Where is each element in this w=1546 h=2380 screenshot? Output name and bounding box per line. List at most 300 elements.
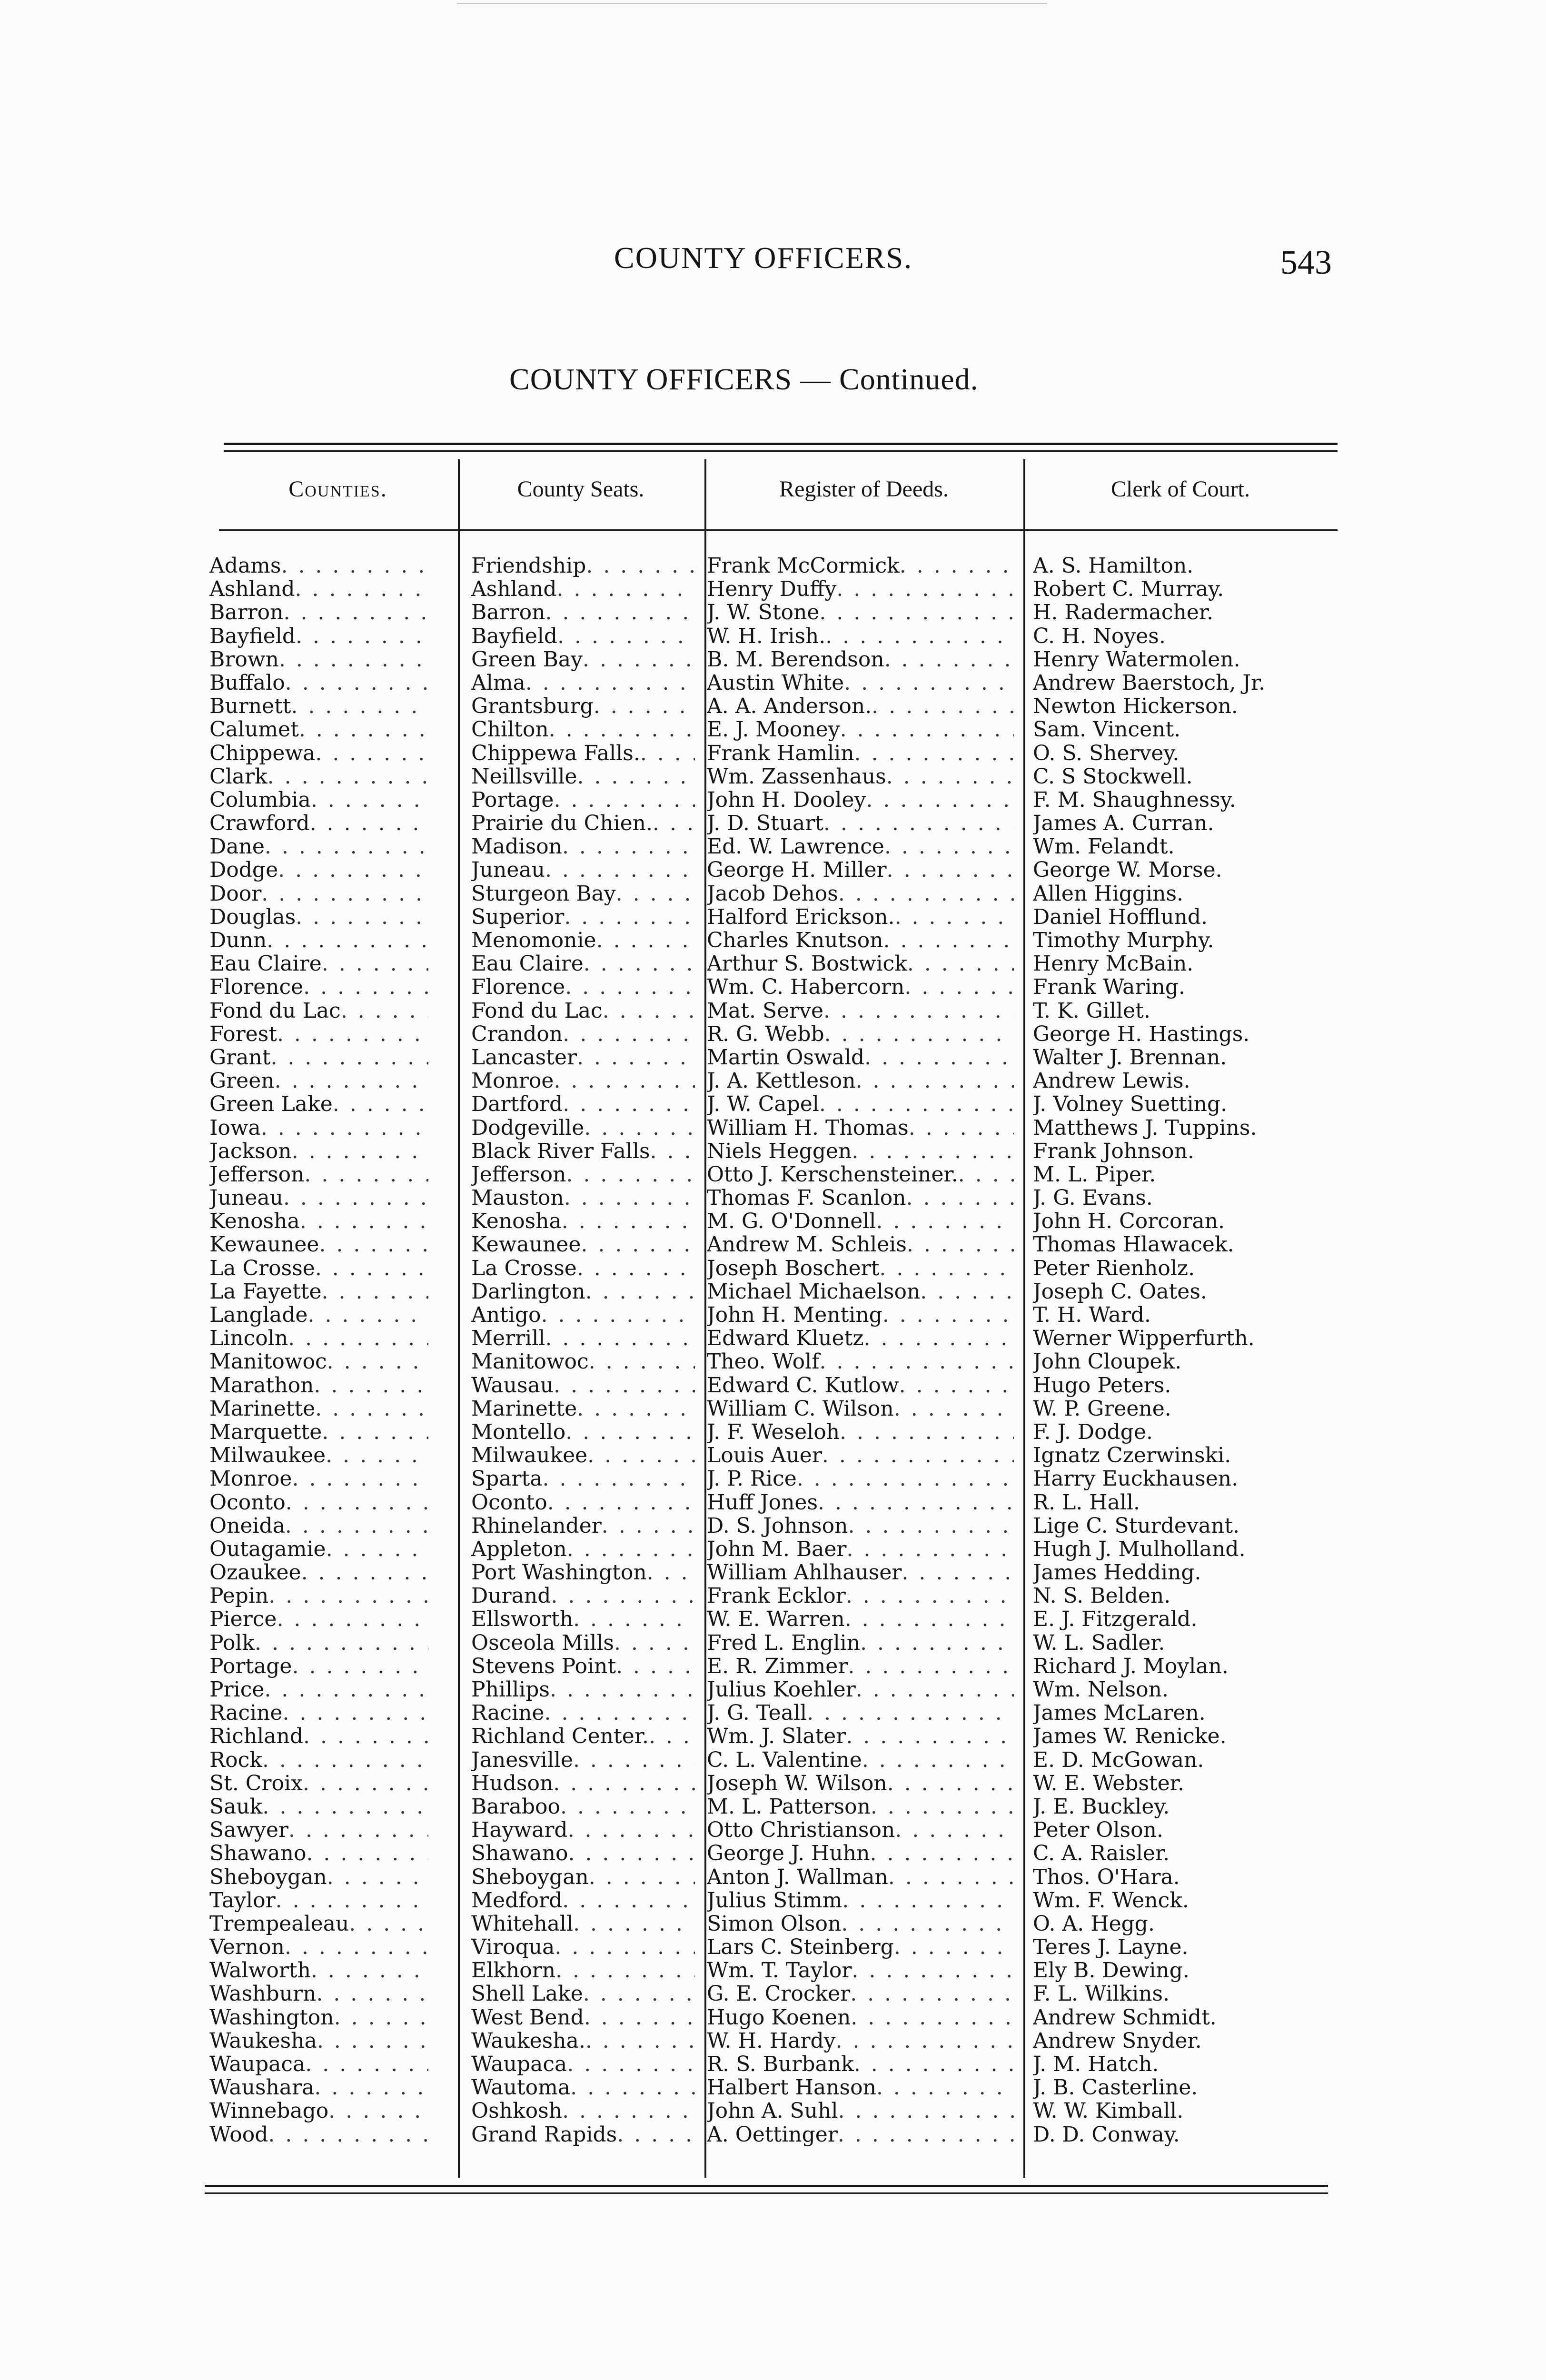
dot-leader	[322, 1421, 428, 1444]
register-of-deeds-cell	[707, 1280, 1014, 1304]
clerk-of-court-cell-text: Joseph C. Oates.	[1033, 1280, 1207, 1304]
register-of-deeds-cell-text: E. J. Mooney	[707, 718, 840, 742]
dot-leader	[261, 883, 428, 905]
county-seat-cell-text: Bayfield	[471, 625, 558, 648]
clerk-of-court-cell-text: James A. Curran.	[1033, 812, 1214, 836]
county-seat-cell	[471, 1046, 695, 1070]
county-cell-text: Grant	[209, 1046, 271, 1070]
county-seat-cell-text: Hudson	[471, 1772, 554, 1795]
dot-leader	[851, 2006, 1014, 2029]
county-seat-cell-text: Elkhorn	[471, 1959, 556, 1983]
county-seat-cell	[471, 883, 695, 906]
county-cell-text: Waukesha	[209, 2029, 317, 2053]
dot-leader	[525, 672, 695, 694]
clerk-of-court-cell	[1033, 1468, 1338, 1491]
county-cell-text: Calumet	[209, 718, 299, 742]
county-seat-cell	[471, 695, 695, 718]
dot-leader	[315, 1257, 428, 1280]
dot-leader	[557, 578, 695, 601]
dot-leader	[292, 1140, 428, 1163]
county-seat-cell-text: Oshkosh	[471, 2100, 563, 2123]
table-row	[0, 1842, 1546, 1865]
table-row	[0, 2006, 1546, 2030]
table-body	[0, 555, 1546, 2147]
register-of-deeds-cell	[707, 1257, 1014, 1280]
county-seat-cell-text: Waukesha.	[471, 2029, 585, 2053]
county-cell	[209, 648, 428, 672]
dot-leader	[587, 1444, 695, 1467]
county-cell	[209, 835, 428, 859]
register-of-deeds-cell-text: Niels Heggen	[707, 1140, 852, 1163]
table-row	[0, 1959, 1546, 1983]
dot-leader	[583, 648, 695, 671]
clerk-of-court-cell-text: E. D. McGowan.	[1033, 1748, 1204, 1772]
clerk-of-court-cell-text: Newton Hickerson.	[1033, 695, 1238, 719]
clerk-of-court-cell	[1033, 1538, 1338, 1561]
dot-leader	[301, 1561, 428, 1584]
dot-leader	[291, 695, 428, 718]
county-cell	[209, 1421, 428, 1444]
register-of-deeds-cell-text: Martin Oswald	[707, 1046, 865, 1070]
dot-leader	[268, 2123, 428, 2146]
register-of-deeds-cell-text: Theo. Wolf	[707, 1350, 820, 1374]
dot-leader	[907, 1233, 1014, 1256]
county-seat-cell-text: Ashland	[471, 578, 557, 602]
county-cell	[209, 1842, 428, 1865]
clerk-of-court-cell-text: Sam. Vincent.	[1033, 718, 1181, 742]
county-cell	[209, 742, 428, 765]
county-seat-cell	[471, 648, 695, 672]
county-seat-cell-text: Chippewa Falls.	[471, 742, 640, 765]
county-seat-cell	[471, 1959, 695, 1983]
dot-leader	[894, 1936, 1014, 1959]
dot-leader	[846, 1725, 1014, 1748]
county-seat-cell-text: Menomonie	[471, 929, 596, 952]
county-cell-text: Price	[209, 1678, 265, 1702]
county-seat-cell-text: Juneau	[471, 859, 545, 883]
county-seat-cell	[471, 835, 695, 859]
clerk-of-court-cell	[1033, 2100, 1338, 2123]
running-head: COUNTY OFFICERS.	[614, 241, 913, 275]
clerk-of-court-cell-text: Peter Olson.	[1033, 1819, 1163, 1843]
dot-leader	[555, 1959, 695, 1982]
table-row	[0, 1023, 1546, 1046]
table-row	[0, 1538, 1546, 1561]
dot-leader	[577, 1398, 695, 1420]
register-of-deeds-cell	[707, 1819, 1014, 1842]
register-of-deeds-cell-text: Wm. Zassenhaus	[707, 765, 886, 789]
clerk-of-court-cell-text: C. H. Noyes.	[1033, 625, 1166, 648]
county-seat-cell	[471, 1561, 695, 1585]
county-seat-cell	[471, 1187, 695, 1210]
dot-leader	[840, 1421, 1014, 1444]
dot-leader	[589, 1866, 695, 1889]
clerk-of-court-cell-text: Ignatz Czerwinski.	[1033, 1444, 1231, 1468]
county-cell-text: Ashland	[209, 578, 295, 602]
county-seat-cell-text: Osceola Mills	[471, 1631, 614, 1655]
county-cell	[209, 1889, 428, 1913]
county-cell-text: Outagamie	[209, 1537, 326, 1561]
county-cell-text: Florence	[209, 976, 304, 1000]
register-of-deeds-cell-text: Arthur S. Bostwick	[707, 952, 907, 976]
dot-leader	[614, 1632, 695, 1655]
dot-leader	[823, 1000, 1014, 1022]
county-seat-cell-text: Superior	[471, 905, 565, 929]
dot-leader	[286, 1491, 428, 1514]
county-cell-text: Winnebago	[209, 2100, 329, 2123]
county-cell-text: Oconto	[209, 1491, 286, 1515]
dot-leader	[303, 976, 428, 999]
clerk-of-court-cell-text: Matthews J. Tuppins.	[1033, 1116, 1257, 1140]
page-number: 543	[1280, 243, 1332, 281]
register-of-deeds-cell	[707, 1913, 1014, 1936]
register-of-deeds-cell	[707, 1725, 1014, 1748]
table-row	[0, 765, 1546, 789]
county-seat-cell-text: Prairie du Chien.	[471, 812, 653, 836]
clerk-of-court-cell	[1033, 2053, 1338, 2076]
clerk-of-court-cell	[1033, 1444, 1338, 1468]
clerk-of-court-cell-text: Daniel Hofflund.	[1033, 905, 1208, 929]
register-of-deeds-cell	[707, 883, 1014, 906]
register-of-deeds-cell	[707, 2076, 1014, 2100]
county-seat-cell	[471, 765, 695, 789]
county-seat-cell-text: Jefferson	[471, 1163, 566, 1187]
register-of-deeds-cell	[707, 695, 1014, 718]
county-seat-cell-text: Portage	[471, 788, 554, 812]
county-cell-text: Walworth	[209, 1959, 311, 1983]
register-of-deeds-cell	[707, 952, 1014, 976]
county-cell	[209, 1749, 428, 1772]
county-seat-cell-text: Sturgeon Bay	[471, 882, 616, 906]
county-seat-cell	[471, 952, 695, 976]
county-cell	[209, 812, 428, 835]
clerk-of-court-cell-text: R. L. Hall.	[1033, 1491, 1140, 1515]
county-cell	[209, 1678, 428, 1702]
dot-leader	[307, 1304, 428, 1327]
dot-leader	[838, 2123, 1014, 2146]
dot-leader	[563, 1023, 695, 1046]
register-of-deeds-cell-text: Lars C. Steinberg	[707, 1936, 894, 1960]
header-counties: Counties.	[288, 476, 387, 502]
dot-leader	[314, 2076, 428, 2099]
register-of-deeds-cell-text: Hugo Koenen	[707, 2006, 851, 2030]
table-row	[0, 2100, 1546, 2123]
dot-leader	[904, 976, 1014, 999]
county-seat-cell-text: Dartford	[471, 1093, 563, 1117]
dot-leader	[573, 1608, 695, 1631]
county-seat-cell-text: Rhinelander	[471, 1514, 602, 1538]
clerk-of-court-cell	[1033, 859, 1338, 882]
county-cell-text: Dane	[209, 835, 265, 859]
table-row	[0, 1819, 1546, 1842]
register-of-deeds-cell	[707, 1491, 1014, 1515]
county-cell	[209, 2076, 428, 2100]
dot-leader	[565, 1421, 695, 1444]
dot-leader	[306, 1842, 428, 1865]
county-seat-cell-text: Crandon	[471, 1022, 563, 1046]
register-of-deeds-cell-text: William H. Thomas	[707, 1116, 909, 1140]
county-cell-text: Sauk	[209, 1795, 263, 1819]
dot-leader	[871, 1795, 1014, 1818]
register-of-deeds-cell-text: Thomas F. Scanlon	[707, 1187, 906, 1210]
register-of-deeds-cell-text: Henry Duffy	[707, 578, 837, 602]
dot-leader	[570, 2076, 695, 2099]
county-cell	[209, 1280, 428, 1304]
register-of-deeds-cell	[707, 1140, 1014, 1163]
county-cell	[209, 1233, 428, 1257]
dot-leader	[842, 1889, 1014, 1912]
clerk-of-court-cell-text: James McLaren.	[1033, 1702, 1206, 1726]
register-of-deeds-cell-text: Frank Ecklor	[707, 1585, 846, 1608]
county-seat-cell-text: Racine	[471, 1702, 545, 1726]
dot-leader	[303, 1725, 428, 1748]
dot-leader	[326, 1538, 428, 1561]
dot-leader	[281, 555, 428, 577]
dot-leader	[285, 672, 428, 694]
county-seat-cell	[471, 1889, 695, 1913]
dot-leader	[282, 1702, 428, 1725]
dot-leader	[314, 1374, 428, 1397]
register-of-deeds-cell	[707, 1959, 1014, 1983]
dot-leader	[334, 2006, 428, 2029]
table-row	[0, 648, 1546, 672]
dot-leader	[819, 601, 1014, 624]
register-of-deeds-cell-text: Fred L. Englin	[707, 1631, 861, 1655]
dot-leader	[856, 1070, 1014, 1092]
county-seat-cell	[471, 1983, 695, 2006]
clerk-of-court-cell-text: Hugh J. Mulholland.	[1033, 1537, 1246, 1561]
county-cell	[209, 1702, 428, 1725]
table-row	[0, 1304, 1546, 1327]
register-of-deeds-cell	[707, 1374, 1014, 1398]
register-of-deeds-cell-text: J. W. Capel	[707, 1093, 819, 1117]
county-cell-text: La Crosse	[209, 1257, 315, 1280]
table-row	[0, 1093, 1546, 1116]
dot-leader	[562, 2100, 695, 2122]
clerk-of-court-cell-text: Hugo Peters.	[1033, 1374, 1171, 1398]
clerk-of-court-cell	[1033, 2006, 1338, 2030]
dot-leader	[820, 1350, 1014, 1373]
county-seat-cell-text: Medford	[471, 1889, 563, 1913]
county-cell-text: Monroe	[209, 1468, 292, 1491]
county-seat-cell	[471, 859, 695, 882]
dot-leader	[545, 859, 695, 882]
county-cell	[209, 578, 428, 601]
dot-leader	[876, 2076, 1014, 2099]
table-row	[0, 906, 1546, 929]
dot-leader	[649, 1725, 695, 1748]
register-of-deeds-cell	[707, 1936, 1014, 1959]
clerk-of-court-cell-text: T. K. Gillet.	[1033, 999, 1150, 1023]
county-cell-text: Taylor	[209, 1889, 276, 1913]
dot-leader	[288, 1327, 428, 1350]
register-of-deeds-cell-text: B. M. Berendson	[707, 648, 884, 672]
county-cell	[209, 695, 428, 718]
register-of-deeds-cell	[707, 789, 1014, 812]
register-of-deeds-cell	[707, 1866, 1014, 1889]
table-row	[0, 1210, 1546, 1233]
county-seat-cell-text: Manitowoc	[471, 1350, 589, 1374]
county-cell	[209, 601, 428, 625]
county-cell-text: Portage	[209, 1655, 292, 1678]
table-row	[0, 1725, 1546, 1748]
register-of-deeds-cell	[707, 1233, 1014, 1257]
county-seat-cell-text: Phillips	[471, 1678, 550, 1702]
clerk-of-court-cell-text: C. A. Raisler.	[1033, 1842, 1170, 1866]
clerk-of-court-cell-text: W. L. Sadler.	[1033, 1631, 1165, 1655]
county-cell	[209, 1795, 428, 1819]
dot-leader	[848, 1515, 1014, 1537]
county-seat-cell-text: Dodgeville	[471, 1116, 585, 1140]
dot-leader	[562, 1210, 695, 1233]
county-cell	[209, 1350, 428, 1374]
county-cell-text: Marquette	[209, 1420, 322, 1444]
register-of-deeds-cell-text: Jacob Dehos	[707, 882, 838, 906]
register-of-deeds-cell-text: John H. Menting	[707, 1304, 882, 1327]
county-seat-cell	[471, 1210, 695, 1233]
county-seat-cell-text: Mauston	[471, 1187, 564, 1210]
dot-leader	[327, 1350, 428, 1373]
clerk-of-court-cell	[1033, 1374, 1338, 1398]
register-of-deeds-cell	[707, 1023, 1014, 1046]
clerk-of-court-cell	[1033, 1117, 1338, 1140]
dot-leader	[895, 1819, 1014, 1842]
county-seat-cell	[471, 1772, 695, 1795]
county-seat-cell	[471, 1515, 695, 1538]
county-seat-cell	[471, 672, 695, 695]
county-seat-cell	[471, 2030, 695, 2053]
table-row	[0, 578, 1546, 601]
dot-leader	[841, 1913, 1014, 1935]
county-cell	[209, 1515, 428, 1538]
table-row	[0, 1561, 1546, 1585]
clerk-of-court-cell	[1033, 952, 1338, 976]
county-cell	[209, 1398, 428, 1421]
county-cell	[209, 1046, 428, 1070]
register-of-deeds-cell	[707, 1608, 1014, 1631]
table-row	[0, 695, 1546, 718]
clerk-of-court-cell	[1033, 718, 1338, 742]
dot-leader	[823, 812, 1014, 835]
register-of-deeds-cell	[707, 1187, 1014, 1210]
clerk-of-court-cell-text: Peter Rienholz.	[1033, 1257, 1195, 1280]
county-seat-cell	[471, 1725, 695, 1748]
clerk-of-court-cell	[1033, 1515, 1338, 1538]
county-cell-text: Burnett	[209, 695, 291, 719]
county-cell-text: Green Lake	[209, 1093, 333, 1117]
county-cell-text: Ozaukee	[209, 1561, 301, 1585]
county-cell	[209, 1819, 428, 1842]
county-seat-cell-text: Shawano	[471, 1842, 568, 1866]
clerk-of-court-cell	[1033, 695, 1338, 718]
register-of-deeds-cell-text: George H. Miller	[707, 859, 887, 883]
register-of-deeds-cell-text: W. H. Irish.	[707, 625, 826, 648]
register-of-deeds-cell	[707, 1538, 1014, 1561]
header-register-of-deeds: Register of Deeds.	[779, 476, 949, 502]
register-of-deeds-cell-text: Edward C. Kutlow	[707, 1374, 899, 1398]
county-cell	[209, 906, 428, 929]
register-of-deeds-cell	[707, 1842, 1014, 1865]
county-seat-cell-text: Wausau	[471, 1374, 554, 1398]
clerk-of-court-cell-text: O. A. Hegg.	[1033, 1912, 1155, 1936]
county-cell	[209, 1000, 428, 1023]
dot-leader	[288, 1819, 428, 1842]
clerk-of-court-cell-text: Andrew Baerstoch, Jr.	[1033, 671, 1266, 695]
clerk-of-court-cell-text: Richard J. Moylan.	[1033, 1655, 1229, 1678]
clerk-of-court-cell	[1033, 1842, 1338, 1865]
table-row	[0, 718, 1546, 742]
clerk-of-court-cell	[1033, 1046, 1338, 1070]
clerk-of-court-cell	[1033, 883, 1338, 906]
county-cell	[209, 1304, 428, 1327]
dot-leader	[585, 1280, 695, 1303]
register-of-deeds-cell	[707, 929, 1014, 952]
clerk-of-court-cell-text: Henry McBain.	[1033, 952, 1194, 976]
register-of-deeds-cell	[707, 812, 1014, 835]
dot-leader	[567, 1538, 695, 1561]
register-of-deeds-cell-text: John M. Baer	[707, 1537, 847, 1561]
county-seat-cell-text: Green Bay	[471, 648, 583, 672]
dot-leader	[322, 1280, 428, 1303]
county-seat-cell-text: Waupaca	[471, 2053, 567, 2076]
register-of-deeds-cell	[707, 2030, 1014, 2053]
county-seat-cell	[471, 1350, 695, 1374]
county-seat-cell-text: Janesville	[471, 1748, 573, 1772]
county-cell-text: Marinette	[209, 1397, 316, 1421]
table-row	[0, 929, 1546, 952]
clerk-of-court-cell	[1033, 672, 1338, 695]
clerk-of-court-cell-text: Werner Wipperfurth.	[1033, 1327, 1255, 1351]
register-of-deeds-cell-text: C. L. Valentine	[707, 1748, 862, 1772]
dot-leader	[862, 1749, 1014, 1772]
clerk-of-court-cell-text: Walter J. Brennan.	[1033, 1046, 1227, 1070]
table-bottom-rule	[205, 2185, 1328, 2187]
clerk-of-court-cell-text: John H. Corcoran.	[1033, 1210, 1225, 1234]
county-cell-text: Green	[209, 1070, 275, 1093]
dot-leader	[846, 1585, 1014, 1607]
register-of-deeds-cell-text: Ed. W. Lawrence	[707, 835, 884, 859]
county-cell	[209, 2006, 428, 2030]
dot-leader	[846, 1538, 1014, 1561]
clerk-of-court-cell-text: A. S. Hamilton.	[1033, 555, 1194, 578]
register-of-deeds-cell	[707, 578, 1014, 601]
clerk-of-court-cell	[1033, 1749, 1338, 1772]
clerk-of-court-cell-text: Lige C. Sturdevant.	[1033, 1514, 1240, 1538]
county-seat-cell	[471, 1795, 695, 1819]
county-cell-text: Jefferson	[209, 1163, 305, 1187]
county-seat-cell	[471, 1140, 695, 1163]
dot-leader	[836, 2030, 1014, 2053]
county-seat-cell	[471, 1304, 695, 1327]
county-seat-cell-text: Sheboygan	[471, 1865, 589, 1889]
register-of-deeds-cell-text: J. F. Weseloh	[707, 1420, 840, 1444]
dot-leader	[616, 883, 695, 905]
county-cell-text: Oneida	[209, 1514, 285, 1538]
county-seat-cell	[471, 1000, 695, 1023]
county-seat-cell-text: Darlington	[471, 1280, 585, 1304]
dot-leader	[647, 1561, 695, 1584]
dot-leader	[557, 625, 695, 648]
register-of-deeds-cell-text: M. L. Patterson	[707, 1795, 871, 1819]
register-of-deeds-cell	[707, 1795, 1014, 1819]
dot-leader	[326, 1444, 428, 1467]
dot-leader	[551, 1585, 695, 1607]
county-seat-cell	[471, 718, 695, 742]
county-cell	[209, 672, 428, 695]
register-of-deeds-cell	[707, 555, 1014, 578]
clerk-of-court-cell-text: F. L. Wilkins.	[1033, 1983, 1170, 2006]
county-cell-text: Brown	[209, 648, 279, 672]
